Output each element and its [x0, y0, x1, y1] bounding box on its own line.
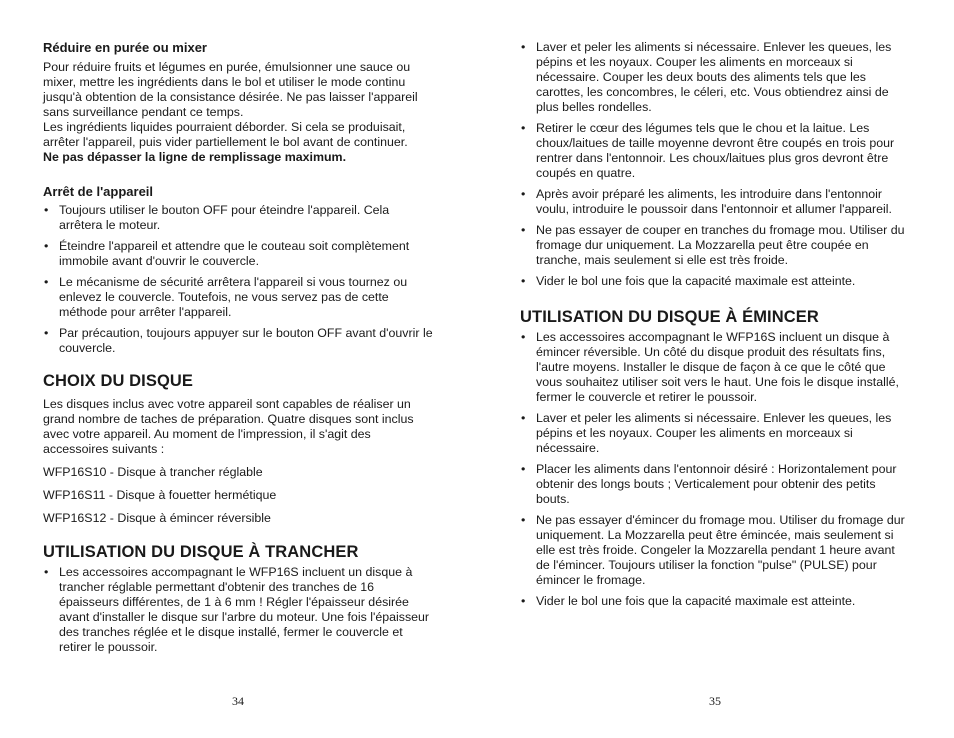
list-item: • Placer les aliments dans l'entonnoir désiré : Horizontalement pour obtenir des longs bouts ; Verticalement pour obtenir des petits bouts. [520, 462, 910, 507]
list-item: • Ne pas essayer d'émincer du fromage mou. Utiliser du fromage dur uniquement. La Mozzarella peut être émincée, mais seulement si elle est très froide. Congeler la Mozzarella pendant 1 heure avant de l'émincer. Toujours utiliser la fonction "pulse" (PULSE) pour émincer le fromage. [520, 513, 910, 588]
list-item: • Par précaution, toujours appuyer sur le bouton OFF avant d'ouvrir le couvercle. [43, 326, 433, 356]
page-number: 35 [709, 694, 721, 708]
list-item: • Les accessoires accompagnant le WFP16S incluent un disque à émincer réversible. Un côté du disque produit des résultats fins, l'autre moyens. Installer le disque de façon à ce que le côté que vous souhaitez utiliser soit vers le haut. Une fois le disque installé, fermer le couvercle et retirer le poussoir. [520, 330, 910, 405]
choix-item: WFP16S11 - Disque à fouetter hermétique [43, 488, 277, 502]
list-item: • Vider le bol une fois que la capacité maximale est atteinte. [520, 274, 910, 289]
list-item: • Éteindre l'appareil et attendre que le couteau soit complètement immobile avant d'ouvrir le couvercle. [43, 239, 433, 269]
trancher-title: UTILISATION DU DISQUE À TRANCHER [43, 543, 359, 561]
arret-heading: Arrêt de l'appareil [43, 184, 154, 199]
list-item: • Toujours utiliser le bouton OFF pour éteindre l'appareil. Cela arrêtera le moteur. [43, 203, 433, 233]
choix-item: WFP16S12 - Disque à émincer réversible [43, 511, 271, 525]
choix-title: CHOIX DU DISQUE [43, 372, 194, 390]
choix-item: WFP16S10 - Disque à trancher réglable [43, 465, 263, 479]
left-page [43, 0, 433, 738]
trancher-steps-list [520, 40, 910, 289]
list-item: • Ne pas essayer de couper en tranches du fromage mou. Utiliser du fromage dur uniquement. La Mozzarella peut être coupée en tranche, mais seulement si elle est très froide. [520, 223, 910, 268]
emincer-title: UTILISATION DU DISQUE À ÉMINCER [520, 308, 819, 326]
puree-heading: Réduire en purée ou mixer [43, 40, 207, 55]
left-page-content [43, 40, 433, 661]
list-item: • Le mécanisme de sécurité arrêtera l'appareil si vous tournez ou enlevez le couvercle. Toutefois, ne vous servez pas de cette méthode pour arrêter l'appareil. [43, 275, 433, 320]
right-page-content [520, 40, 910, 615]
right-page [520, 0, 910, 738]
list-item: • Les accessoires accompagnant le WFP16S incluent un disque à trancher réglable permettant d'obtenir des tranches de 16 épaisseurs différentes, de 1 à 6 mm ! Régler l'épaisseur désirée avant d'installer le disque sur l'arbre du moteur. Une fois l'épaisseur des tranches réglée et le disque installé, fermer le couvercle et retirer le poussoir. [43, 565, 433, 655]
trancher-list [43, 565, 433, 655]
list-item: • Vider le bol une fois que la capacité maximale est atteinte. [520, 594, 910, 609]
puree-warning: Ne pas dépasser la ligne de remplissage maximum. [43, 150, 347, 164]
choix-intro: Les disques inclus avec votre appareil sont capables de réaliser un grand nombre de taches de préparation. Quatre disques sont inclus avec votre appareil. Au moment de l'impression, il s'agit des accessoires suivants : [43, 397, 414, 456]
page-number: 34 [232, 694, 244, 708]
puree-paragraph-2: Les ingrédients liquides pourraient déborder. Si cela se produisait, arrêter l'appareil, puis vider partiellement le bol avant de continuer. [43, 120, 408, 149]
list-item: • Après avoir préparé les aliments, les introduire dans l'entonnoir voulu, introduire le poussoir dans l'entonnoir et allumer l'appareil. [520, 187, 910, 217]
emincer-list [520, 330, 910, 609]
puree-paragraph-1: Pour réduire fruits et légumes en purée, émulsionner une sauce ou mixer, mettre les ingrédients dans le bol et utiliser le mode continu jusqu'à obtention de la consistance désirée. Ne pas laisser l'appareil sans surveillance pendant ce temps. [43, 60, 418, 119]
list-item: • Laver et peler les aliments si nécessaire. Enlever les queues, les pépins et les noyaux. Couper les aliments en morceaux si nécessaire. [520, 411, 910, 456]
list-item: • Retirer le cœur des légumes tels que le chou et la laitue. Les choux/laitues de taille moyenne devront être coupés en trois pour rentrer dans l'entonnoir. Les choux/laitues plus gros devront être coupés en quatre. [520, 121, 910, 181]
arret-list [43, 203, 433, 356]
list-item: • Laver et peler les aliments si nécessaire. Enlever les queues, les pépins et les noyaux. Couper les aliments en morceaux si nécessaire. Couper les deux bouts des aliments tels que les carottes, les concombres, le céleri, etc. Vous obtiendrez ainsi de plus belles rondelles. [520, 40, 910, 115]
